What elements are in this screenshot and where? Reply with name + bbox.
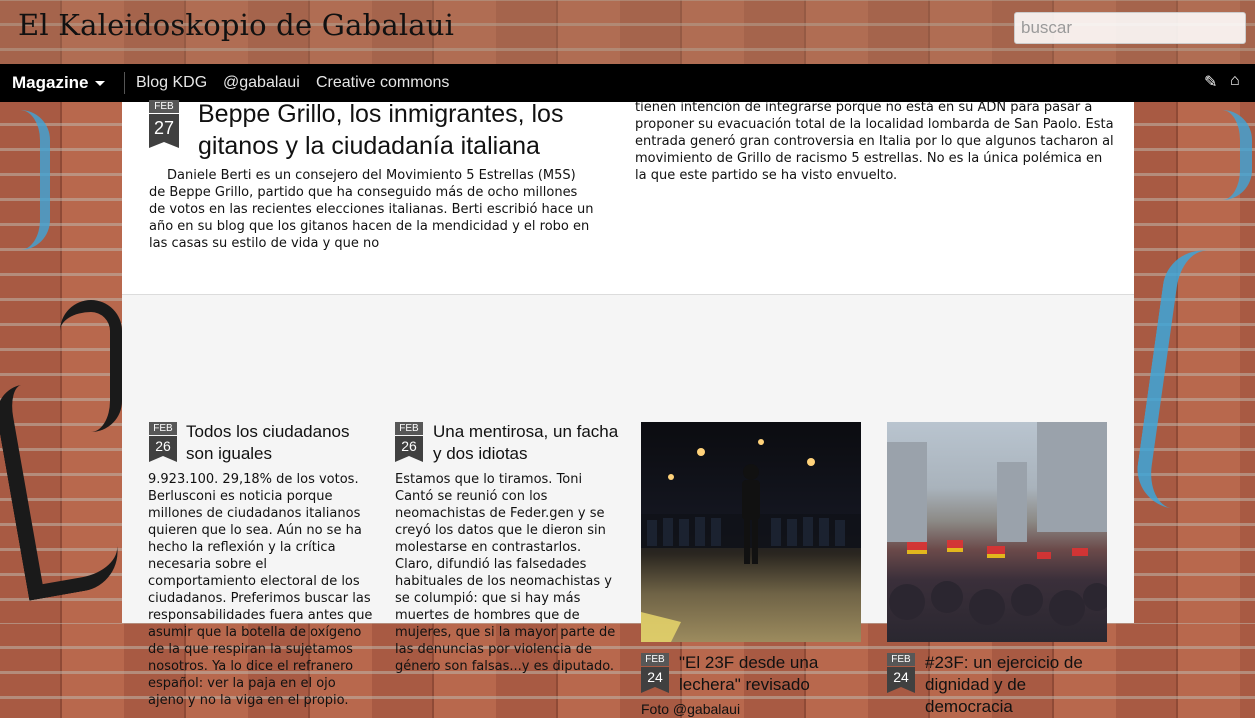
date-badge [641, 653, 669, 693]
post-title[interactable]: Todos los ciudadanos son iguales [186, 422, 350, 463]
date-day: 26 [149, 436, 177, 456]
date-badge [887, 653, 915, 693]
post-grid [122, 295, 1134, 717]
featured-excerpt-right: tienen intención de integrarse porque no está en su ADN para pasar a proponer su evacuación total de la localidad lombarda de San Paolo. Esta entrada generó gran controversia en Italia por lo que algunos tacharon al movimiento de Grillo de racismo 5 estrellas. No es la única polémica en la que este partido se ha visto envuelto. [635, 100, 1114, 183]
post-title[interactable]: #23F: un ejercicio de dignidad y de democracia [925, 653, 1083, 716]
nav-divider [124, 72, 125, 94]
photo-caption: Foto @gabalaui [641, 701, 741, 717]
badge-tail [149, 456, 177, 462]
featured-post [122, 102, 1134, 294]
post-title[interactable]: Una mentirosa, un facha y dos idiotas [433, 422, 619, 463]
site-header [0, 0, 1255, 64]
post-excerpt: 9.923.100. 29,18% de los votos. Berlusconi es noticia porque millones de ciudadanos italianos quieren que lo sea. Aún no se ha hecho la reflexión y la crítica necesaria sobre el comportamiento electoral de los ciudadanos. Preferimos buscar las responsabilidades fuera antes que asumir que la botella de oxígeno de la que respiran la sujetamos nosotros. Ya lo dice el refranero español: ver la paja en el ojo ajeno y no la viga en el propio. [148, 472, 373, 708]
badge-tail [641, 687, 669, 693]
caret-down-icon [95, 81, 105, 86]
date-month: FEB [641, 653, 669, 666]
date-month: FEB [395, 422, 423, 435]
main-content [122, 100, 1134, 717]
date-day: 24 [641, 667, 669, 687]
date-month: FEB [887, 653, 915, 666]
graffiti-blue-stroke [1180, 110, 1252, 200]
badge-tail [887, 687, 915, 693]
featured-title[interactable]: Beppe Grillo, los inmigrantes, los gitanos y la ciudadanía italiana [198, 100, 564, 160]
graffiti-black-stroke [60, 300, 122, 432]
magazine-label: Magazine [12, 73, 89, 92]
nav-link-blog-kdg[interactable]: Blog KDG [136, 74, 208, 91]
post-photo-riot-police[interactable] [641, 422, 861, 642]
badge-tail [395, 456, 423, 462]
post-excerpt: Estamos que lo tiramos. Toni Cantó se reunió con los neomachistas de Feder.gen y se creyó los datos que le dieron sin molestarse en contrastarlos. Claro, difundió las falsedades habituales de los neomachistas y se columpió: que si hay más muertes de hombres que de mujeres, que si la mayor parte de las denuncias por violencia de género son falsas...y es diputado. [395, 472, 616, 674]
pencil-icon[interactable]: ✎ [1204, 74, 1218, 91]
graffiti-blue-stroke [1132, 245, 1251, 514]
navbar [0, 64, 1255, 102]
post-photo-demonstration[interactable] [887, 422, 1107, 642]
date-month: FEB [149, 422, 177, 435]
badge-tail [149, 142, 179, 148]
search-input[interactable] [1014, 12, 1246, 44]
date-day: 27 [149, 114, 179, 142]
date-badge [395, 422, 423, 462]
date-badge [149, 422, 177, 462]
graffiti-blue-stroke [0, 110, 50, 250]
date-day: 26 [395, 436, 423, 456]
nav-link-gabalaui[interactable]: @gabalaui [223, 74, 300, 91]
date-day: 24 [887, 667, 915, 687]
featured-excerpt-left: Daniele Berti es un consejero del Movimiento 5 Estrellas (M5S) de Beppe Grillo, partido que ha conseguido más de ocho millones de votos en las recientes elecciones italianas. Berti escribió hace un año en su blog que los gitanos hacen de la mendicidad y el robo en las casas su estilo de vida y que no [149, 168, 594, 251]
nav-link-creative-commons[interactable]: Creative commons [316, 74, 450, 91]
date-badge [149, 100, 179, 148]
site-title[interactable]: El Kaleidoskopio de Gabalaui [18, 8, 455, 42]
date-month: FEB [149, 100, 179, 113]
magazine-menu[interactable] [12, 73, 105, 93]
post-title[interactable]: "El 23F desde una lechera" revisado [679, 653, 819, 694]
home-icon[interactable]: ⌂ [1230, 72, 1240, 89]
graffiti-black-stroke [0, 373, 124, 600]
